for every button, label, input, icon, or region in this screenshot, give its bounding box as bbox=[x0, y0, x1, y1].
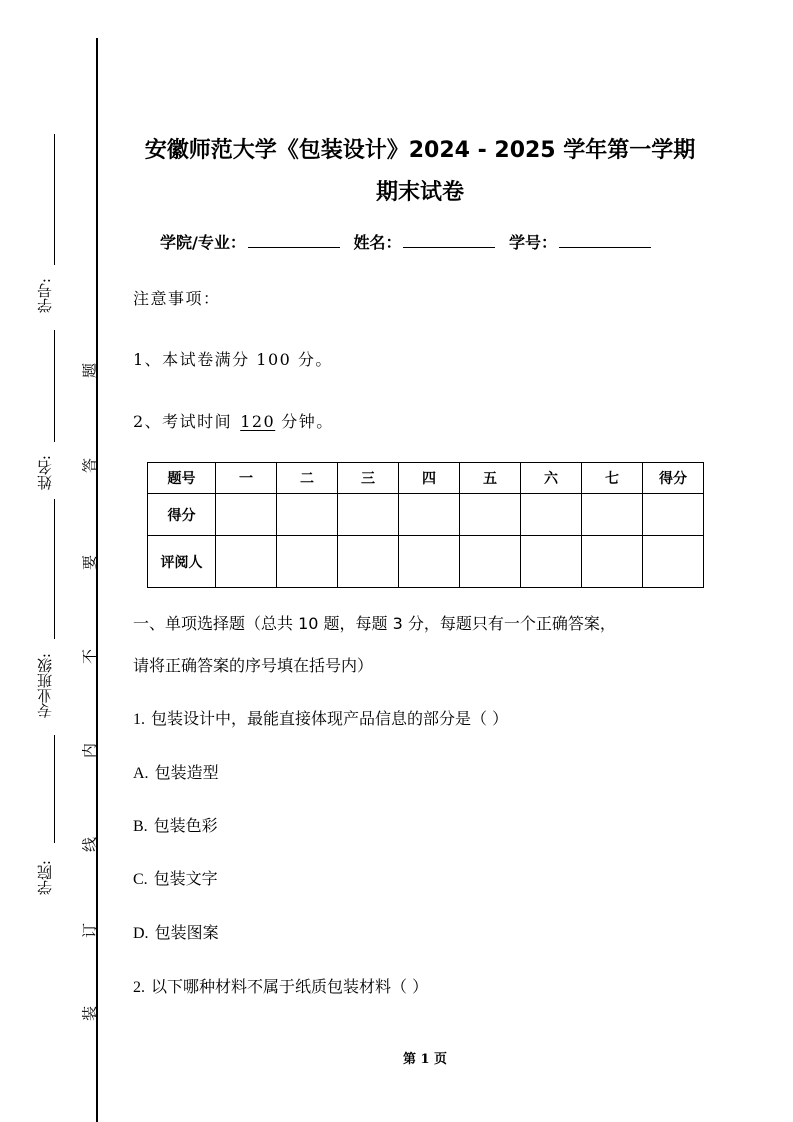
option-text: 包装文字 bbox=[153, 869, 218, 888]
seal-char: 要 bbox=[80, 555, 99, 571]
section-1-instruction-line-2: 请将正确答案的序号填在括号内） bbox=[133, 656, 374, 675]
student-id-label: 学号： bbox=[509, 233, 558, 252]
seal-char: 答 bbox=[80, 458, 99, 474]
option-label: C. bbox=[133, 871, 148, 888]
option-label: D. bbox=[133, 925, 149, 942]
row-label: 得分 bbox=[148, 494, 216, 536]
table-row bbox=[148, 494, 704, 536]
reviewer-cell[interactable] bbox=[277, 536, 338, 588]
score-cell[interactable] bbox=[338, 494, 399, 536]
seal-char: 线 bbox=[80, 837, 99, 853]
seal-char: 内 bbox=[80, 743, 99, 759]
name-field-line bbox=[54, 330, 55, 442]
header-cell: 七 bbox=[582, 463, 643, 494]
student-id-field-line bbox=[54, 134, 55, 265]
section-1-instruction-line-1: 一、单项选择题（总共 10 题，每题 3 分，每题只有一个正确答案， bbox=[133, 614, 616, 633]
table-row bbox=[148, 536, 704, 588]
option-text: 包装图案 bbox=[154, 923, 219, 942]
seal-char: 装 bbox=[80, 1006, 99, 1022]
header-cell: 得分 bbox=[643, 463, 704, 494]
score-cell[interactable] bbox=[460, 494, 521, 536]
reviewer-cell[interactable] bbox=[582, 536, 643, 588]
score-cell[interactable] bbox=[277, 494, 338, 536]
major-class-field-line bbox=[54, 499, 55, 639]
option-label: B. bbox=[133, 818, 148, 835]
exam-duration-value: 120 bbox=[240, 412, 276, 431]
option-a[interactable] bbox=[133, 760, 219, 783]
name-field[interactable] bbox=[403, 233, 495, 248]
question-number: 2. bbox=[133, 979, 145, 996]
seal-char: 不 bbox=[80, 649, 99, 665]
header-cell: 二 bbox=[277, 463, 338, 494]
margin-major-class-label: 专业班级: bbox=[36, 653, 54, 719]
option-c[interactable] bbox=[133, 866, 218, 889]
option-label: A. bbox=[133, 765, 149, 782]
score-cell[interactable] bbox=[582, 494, 643, 536]
reviewer-cell[interactable] bbox=[460, 536, 521, 588]
score-table-header bbox=[148, 463, 704, 494]
student-id-field[interactable] bbox=[559, 233, 651, 248]
margin-college-label: 学院: bbox=[36, 860, 54, 896]
reviewer-cell[interactable] bbox=[338, 536, 399, 588]
notes-heading: 注意事项： bbox=[133, 289, 221, 308]
margin-student-id-label: 学号: bbox=[36, 278, 54, 314]
score-table bbox=[147, 462, 704, 588]
exam-title: 安徽师范大学《包装设计》2024 - 2025 学年第一学期 bbox=[144, 138, 696, 163]
reviewer-cell[interactable] bbox=[643, 536, 704, 588]
question-number: 1. bbox=[133, 711, 145, 728]
score-cell[interactable] bbox=[216, 494, 277, 536]
college-major-label: 学院/专业： bbox=[160, 233, 246, 252]
option-d[interactable] bbox=[133, 920, 219, 943]
question-text: 包装设计中，最能直接体现产品信息的部分是（ ） bbox=[151, 709, 509, 728]
note-item-2-prefix: 2、考试时间 bbox=[133, 412, 233, 431]
question-text: 以下哪种材料不属于纸质包装材料（ ） bbox=[151, 977, 429, 996]
score-cell[interactable] bbox=[399, 494, 460, 536]
note-item-2-suffix: 分钟。 bbox=[281, 412, 334, 431]
margin-name-label: 姓名: bbox=[36, 455, 54, 491]
header-cell: 三 bbox=[338, 463, 399, 494]
seal-char: 订 bbox=[80, 923, 99, 939]
header-cell: 六 bbox=[521, 463, 582, 494]
option-text: 包装造型 bbox=[154, 763, 219, 782]
question-1 bbox=[133, 706, 508, 729]
question-2 bbox=[133, 974, 428, 997]
reviewer-cell[interactable] bbox=[521, 536, 582, 588]
seal-char: 题 bbox=[80, 363, 99, 379]
header-cell: 一 bbox=[216, 463, 277, 494]
header-cell: 五 bbox=[460, 463, 521, 494]
header-cell: 题号 bbox=[148, 463, 216, 494]
note-item-2 bbox=[133, 409, 334, 432]
header-cell: 四 bbox=[399, 463, 460, 494]
score-cell[interactable] bbox=[521, 494, 582, 536]
college-field-line bbox=[54, 735, 55, 843]
reviewer-cell[interactable] bbox=[216, 536, 277, 588]
row-label: 评阅人 bbox=[148, 536, 216, 588]
name-label: 姓名： bbox=[353, 233, 402, 252]
reviewer-cell[interactable] bbox=[399, 536, 460, 588]
binding-line bbox=[96, 38, 98, 1122]
note-item-1: 1、本试卷满分 100 分。 bbox=[133, 350, 333, 369]
option-text: 包装色彩 bbox=[153, 816, 218, 835]
option-b[interactable] bbox=[133, 813, 218, 836]
student-info-row bbox=[160, 230, 659, 253]
page-number: 第 1 页 bbox=[402, 1052, 448, 1067]
score-cell[interactable] bbox=[643, 494, 704, 536]
college-major-field[interactable] bbox=[248, 233, 340, 248]
exam-subtitle: 期末试卷 bbox=[375, 180, 464, 205]
